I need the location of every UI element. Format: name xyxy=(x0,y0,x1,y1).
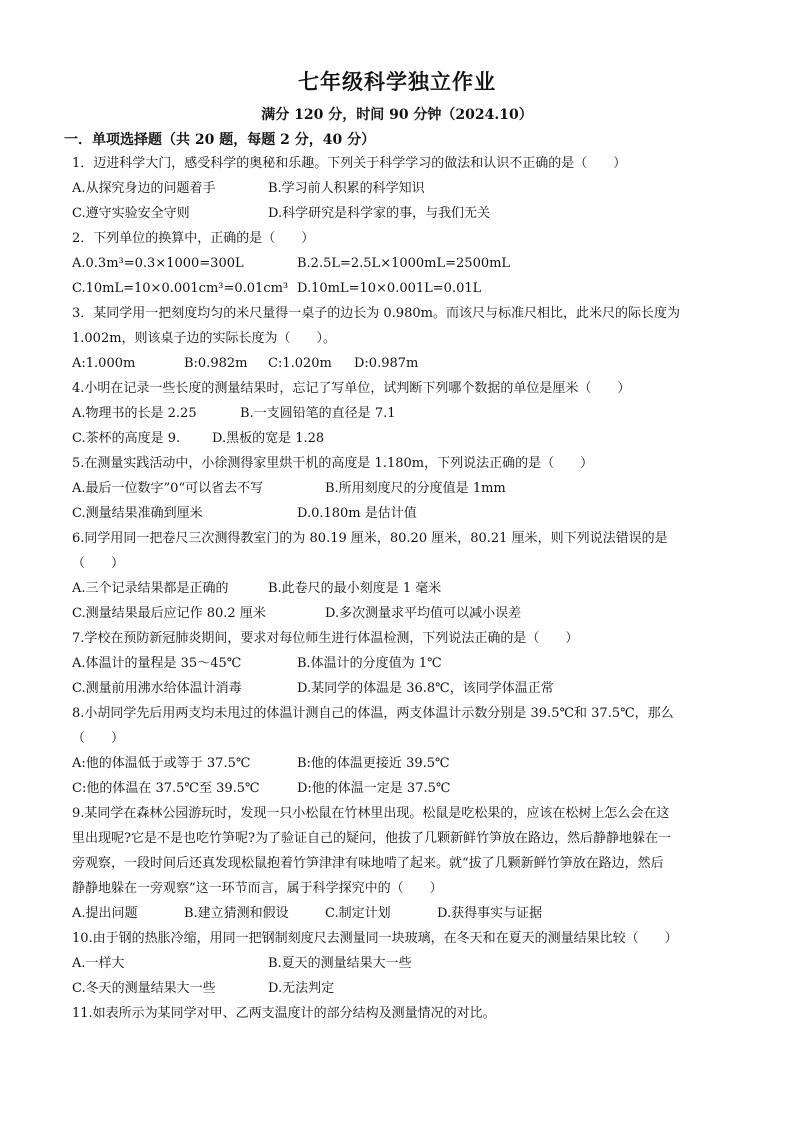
option-b: B.此卷尺的最小刻度是 1 毫米 xyxy=(268,581,442,596)
question-stem-line: 8.小胡同学先后用两支均未甩过的体温计测自己的体温，两支体温计示数分别是 39.5℃和 37.5℃，那么 xyxy=(72,706,674,721)
option-b: B.2.5L=2.5L×1000mL=2500mL xyxy=(297,256,511,271)
option-c: C:1.020m xyxy=(268,356,332,371)
option-a: A.0.3m³=0.3×1000=300L xyxy=(72,256,244,271)
option-a: A:1.000m xyxy=(72,356,136,371)
question-stem-line: 2．下列单位的换算中，正确的是（ ） xyxy=(72,231,315,246)
option-d: D.某同学的体温是 36.8℃，该同学体温正常 xyxy=(297,681,554,696)
option-d: D.无法判定 xyxy=(268,981,335,996)
option-b: B.所用刻度尺的分度值是 1mm xyxy=(325,481,506,496)
question-stem-line: 1.002m，则该桌子边的实际长度为（ ）。 xyxy=(72,331,337,346)
question-stem-line: 里出现呢?它是不是也吃竹笋呢?为了验证自己的疑问，他拔了几颗新鲜竹笋放在路边，然后静静地躲在一 xyxy=(72,831,671,846)
option-c: C.冬天的测量结果大一些 xyxy=(72,981,216,996)
option-d: D.多次测量求平均值可以减小误差 xyxy=(325,606,522,621)
option-b: B:他的体温更接近 39.5℃ xyxy=(297,756,450,771)
option-a: A.最后一位数字”0“可以省去不写 xyxy=(72,481,264,496)
option-d: D.科学研究是科学家的事，与我们无关 xyxy=(268,206,491,221)
option-d: D.0.180m 是估计值 xyxy=(297,506,417,521)
question-stem-line: 旁观察，一段时间后还真发现松鼠抱着竹笋津津有味地啃了起来。就“拔了几颗新鲜竹笋放在路边，然后 xyxy=(72,856,664,871)
question-stem-line: 4.小明在记录一些长度的测量结果时，忘记了写单位，试判断下列哪个数据的单位是厘米（ ） xyxy=(72,381,631,396)
option-c: C.10mL=10×0.001cm³=0.01cm³ xyxy=(72,281,289,296)
question-stem-line: 静静地躲在一旁观察”这一环节而言，属于科学探究中的（ ） xyxy=(72,881,443,896)
option-b: B.学习前人积累的科学知识 xyxy=(268,181,425,196)
option-a: A.提出问题 xyxy=(72,906,138,921)
option-d: D.黑板的宽是 1.28 xyxy=(212,431,325,446)
option-b: B.夏天的测量结果大一些 xyxy=(268,956,412,971)
option-a: A:他的体温低于或等于 37.5℃ xyxy=(72,756,251,771)
option-c: C.测量结果最后应记作 80.2 厘米 xyxy=(72,606,266,621)
question-stem-line: 1．迈进科学大门，感受科学的奥秘和乐趣。下列关于科学学习的做法和认识不正确的是（ ） xyxy=(72,156,627,171)
question-stem-line: （ ） xyxy=(72,731,125,746)
question-stem-line: 7.学校在预防新冠肺炎期间，要求对每位师生进行体温检测，下列说法正确的是（ ） xyxy=(72,631,579,646)
section-heading: 一．单项选择题（共 20 题，每题 2 分，40 分） xyxy=(64,132,376,148)
option-d: D:0.987m xyxy=(354,356,419,371)
question-stem-line: 9.某同学在森林公园游玩时，发现一只小松鼠在竹林里出现。松鼠是吃松果的，应该在松树上怎么会在这 xyxy=(72,806,670,821)
option-b: B:0.982m xyxy=(184,356,248,371)
question-stem-line: 3．某同学用一把刻度均匀的米尺量得一桌子的边长为 0.980m。而该尺与标准尺相比，此米尺的际长度为 xyxy=(72,306,680,321)
option-a: A.一样大 xyxy=(72,956,125,971)
option-d: D.获得事实与证据 xyxy=(437,906,543,921)
question-stem-line: 5.在测量实践活动中，小徐测得家里烘干机的高度是 1.180m，下列说法正确的是（ ） xyxy=(72,456,594,471)
question-stem-line: 11.如表所示为某同学对甲、乙两支温度计的部分结构及测量情况的对比。 xyxy=(72,1006,496,1021)
option-d: D.10mL=10×0.001L=0.01L xyxy=(297,281,482,296)
option-a: A.从探究身边的问题着手 xyxy=(72,181,216,196)
option-a: A.三个记录结果都是正确的 xyxy=(72,581,229,596)
option-a: A.物理书的长是 2.25 xyxy=(72,406,197,421)
page-subtitle: 满分 120 分，时间 90 分钟（2024.10） xyxy=(261,107,533,123)
option-b: B.建立猜测和假设 xyxy=(184,906,289,921)
option-c: C.茶杯的高度是 9. xyxy=(72,431,181,446)
option-c: C.测量结果准确到厘米 xyxy=(72,506,203,521)
option-c: C.遵守实验安全守则 xyxy=(72,206,190,221)
question-stem-line: 6.同学用同一把卷尺三次测得教室门的为 80.19 厘米，80.20 厘米，80.21 厘米，则下列说法错误的是 xyxy=(72,531,668,546)
page-title: 七年级科学独立作业 xyxy=(298,69,496,94)
option-b: B.体温计的分度值为 1℃ xyxy=(297,656,442,671)
option-c: C.测量前用沸水给体温计消毒 xyxy=(72,681,242,696)
option-b: B.一支圆铅笔的直径是 7.1 xyxy=(240,406,396,421)
question-stem-line: （ ） xyxy=(72,556,125,571)
option-c: C.制定计划 xyxy=(325,906,391,921)
option-a: A.体温计的量程是 35～45℃ xyxy=(72,656,242,671)
question-stem-line: 10.由于钢的热胀冷缩，用同一把钢制刻度尺去测量同一块玻璃，在冬天和在夏天的测量结果比较（ ） xyxy=(72,931,678,946)
option-d: D:他的体温一定是 37.5℃ xyxy=(297,781,451,796)
option-c: C:他的体温在 37.5℃至 39.5℃ xyxy=(72,781,260,796)
